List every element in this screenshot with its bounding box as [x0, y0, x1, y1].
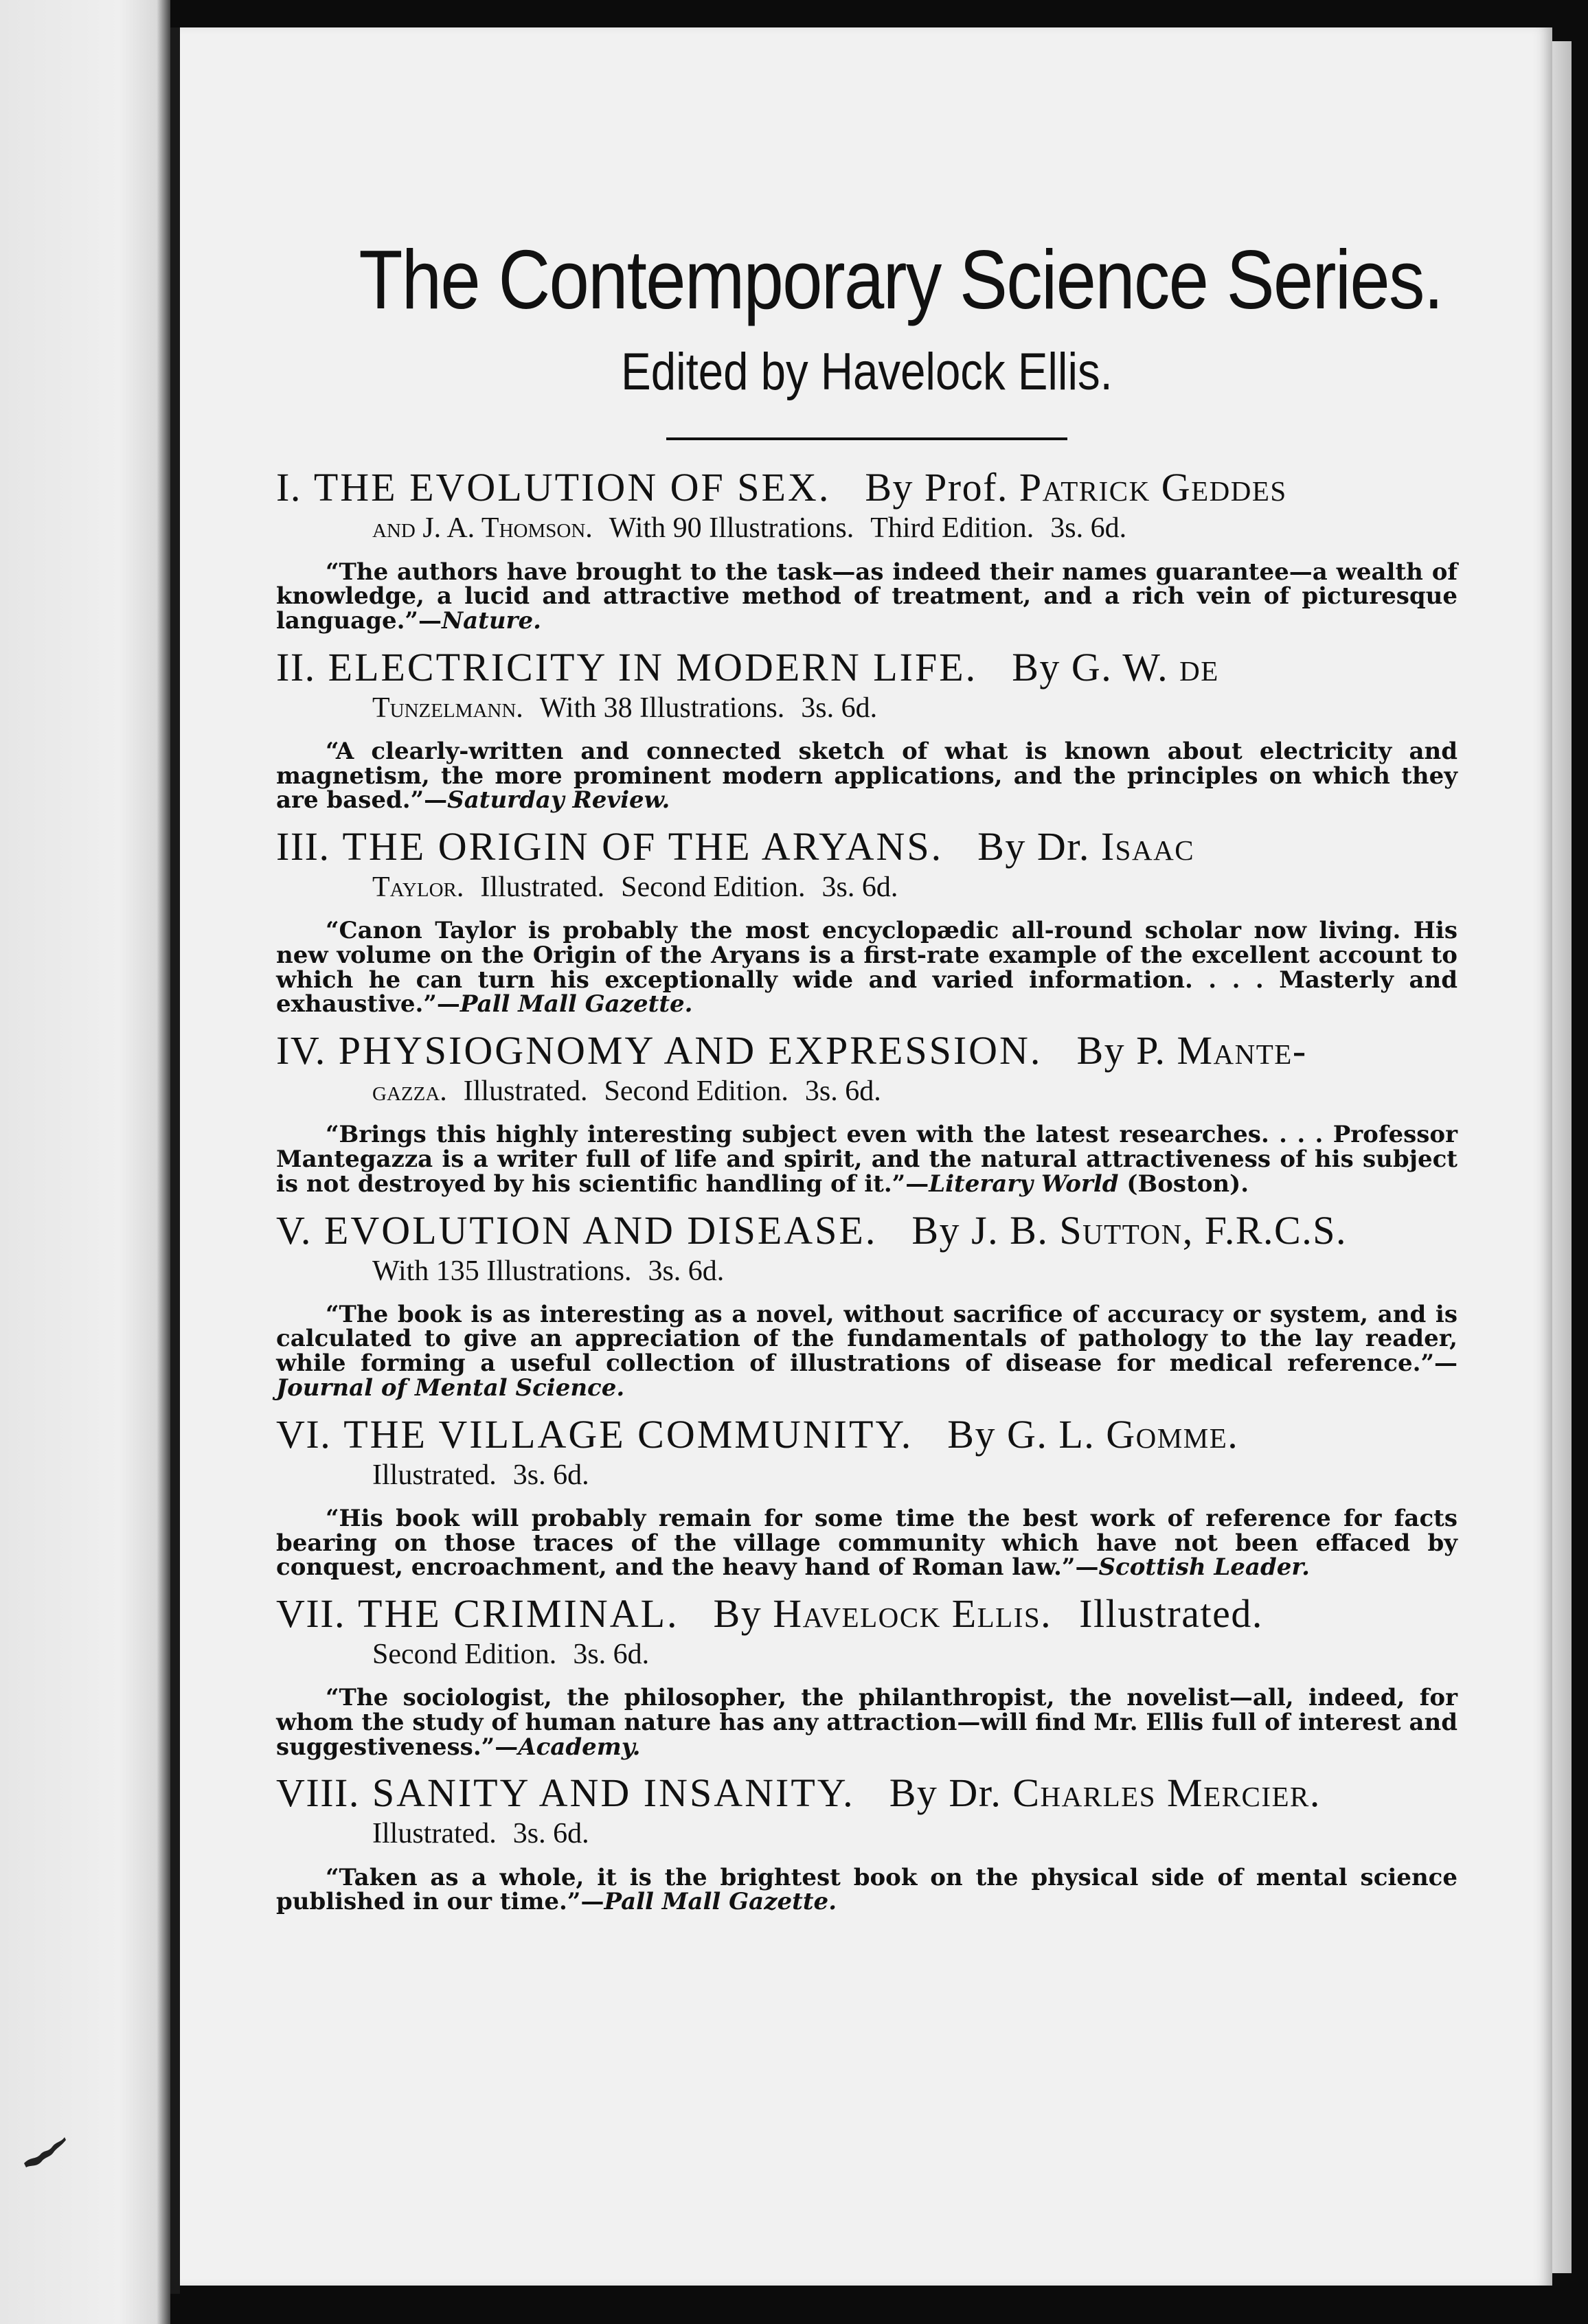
book-entry — [276, 644, 1457, 814]
book-detail: Illustrated. — [372, 1818, 497, 1850]
book-heading — [276, 1591, 1457, 1636]
review-source: Academy. — [518, 1733, 641, 1761]
book-details — [276, 1817, 1457, 1850]
book-details — [276, 1459, 1457, 1492]
by-prefix: By — [713, 1591, 762, 1636]
book-detail: With 38 Illustrations. — [539, 692, 785, 724]
book-author: Mante- — [1177, 1028, 1307, 1073]
book-author-continued: and J. A. Thomson. — [372, 512, 593, 545]
book-author: Patrick Geddes — [1019, 465, 1287, 510]
review-text: “The authors have brought to the task—as indeed their names guarantee—a wealth of knowledge, a lucid and attractive method of treatment, and a rich vein of picturesque language.”— — [276, 558, 1457, 635]
review-text: “His book will probably remain for some time the best work of reference for facts bearing on those traces of the village community which have not been effaced by conquest, encroachment, and the heavy hand of Roman law.”— — [276, 1504, 1457, 1582]
book-heading — [276, 1770, 1457, 1816]
review-quote — [276, 919, 1457, 1017]
book-details — [276, 692, 1457, 725]
right-page-edge — [1552, 41, 1572, 2273]
review-quote — [276, 740, 1457, 813]
book-title: SANITY AND INSANITY. — [372, 1770, 855, 1816]
by-prefix: By P. — [1076, 1028, 1166, 1073]
book-detail: 3s. 6d. — [573, 1638, 650, 1670]
review-text: “The sociologist, the philosopher, the philanthropist, the novelist—all, indeed, for whom the study of human nature has any attraction—will find Mr. Ellis full of interest and suggestiveness.”— — [276, 1684, 1457, 1761]
review-source: Scottish Leader. — [1098, 1553, 1310, 1582]
book-numeral: V. — [276, 1207, 312, 1253]
editor-line: Edited by Havelock Ellis. — [621, 343, 1113, 402]
by-prefix: By Prof. — [865, 465, 1008, 510]
book-detail: Illustrated. — [463, 1075, 588, 1108]
review-source: Saturday Review. — [447, 786, 670, 814]
review-text: “Brings this highly interesting subject even with the latest researches. . . . Professor Mantegazza is a writer full of life and spirit, and the natural attractiveness of his subject is not destroyed by his scientific handling of it.”— — [276, 1121, 1457, 1198]
book-detail: Illustrated. — [372, 1459, 497, 1491]
book-detail: Second Edition. — [621, 872, 806, 904]
ink-blot-mark — [21, 2129, 69, 2170]
by-prefix: By G. L. — [947, 1411, 1096, 1457]
by-prefix: By Dr. — [977, 824, 1090, 869]
book-title: THE EVOLUTION OF SEX. — [313, 465, 831, 510]
book-title: PHYSIOGNOMY AND EXPRESSION. — [338, 1028, 1043, 1073]
title-rule — [666, 437, 1067, 440]
book-detail: 3s. 6d. — [801, 692, 878, 724]
by-prefix: By G. W. — [1012, 644, 1169, 690]
book-numeral: VIII. — [276, 1770, 360, 1816]
book-detail: Illustrated. — [480, 872, 605, 904]
book-title: ELECTRICITY IN MODERN LIFE. — [328, 644, 978, 690]
review-quote — [276, 1300, 1457, 1402]
book-heading — [276, 644, 1457, 690]
book-numeral: IV. — [276, 1028, 326, 1073]
book-details — [276, 1075, 1457, 1108]
review-source: Pall Mall Gazette. — [604, 1888, 837, 1916]
book-detail: 3s. 6d. — [512, 1818, 589, 1850]
review-text: “Canon Taylor is probably the most encyclopædic all-round scholar now living. His new volume on the Origin of the Aryans is a first-rate example of the excellent account to which he can turn his exceptionally wide and varied information. . . . Masterly and exhaustive.”— — [276, 917, 1457, 1018]
book-detail: With 135 Illustrations. — [372, 1255, 632, 1287]
book-author: Charles Mercier. — [1012, 1770, 1321, 1816]
book-details — [276, 1255, 1457, 1288]
book-title: EVOLUTION AND DISEASE. — [324, 1207, 878, 1253]
page-content — [276, 233, 1457, 1915]
review-quote — [276, 1123, 1457, 1196]
book-entry — [276, 1770, 1457, 1916]
book-numeral: VII. — [276, 1591, 346, 1636]
book-author: de — [1179, 644, 1219, 690]
book-numeral: II. — [276, 644, 316, 690]
review-text: “The book is as interesting as a novel, without sacrifice of accuracy or system, and is calculated to give an appreciation of the fundamentals of pathology to the lay reader, while forming a useful collection of illustrations of disease for medical reference.”— — [276, 1300, 1457, 1378]
review-source: Pall Mall Gazette. — [460, 990, 693, 1018]
book-author-continued: Tunzelmann. — [372, 692, 523, 724]
book-details — [276, 512, 1457, 545]
book-heading — [276, 465, 1457, 510]
review-quote — [276, 1504, 1457, 1582]
review-text: “A clearly-written and connected sketch of what is known about electricity and magnetism, the more prominent modern applications, and the principles on which they are based.”— — [276, 738, 1457, 814]
book-author-continued: Taylor. — [372, 872, 464, 904]
book-detail: Second Edition. — [604, 1075, 789, 1108]
review-source: Journal of Mental Science. — [276, 1374, 625, 1402]
by-prefix: By Dr. — [889, 1770, 1002, 1816]
review-quote — [276, 1863, 1457, 1916]
review-quote — [276, 1686, 1457, 1759]
book-entry — [276, 1028, 1457, 1198]
book-details — [276, 1638, 1457, 1671]
book-detail: 3s. 6d. — [512, 1459, 589, 1491]
book-entry — [276, 824, 1457, 1018]
book-author: J. B. Sutton, F.R.C.S. — [971, 1207, 1347, 1253]
book-author: Isaac — [1100, 824, 1195, 869]
book-detail: 3s. 6d. — [1050, 512, 1127, 545]
book-title: THE CRIMINAL. — [358, 1591, 679, 1636]
book-title: THE VILLAGE COMMUNITY. — [343, 1411, 914, 1457]
advertisement-page — [180, 27, 1552, 2286]
book-spine — [170, 27, 180, 2294]
review-quote — [276, 560, 1457, 634]
book-detail: Second Edition. — [372, 1638, 557, 1670]
review-source: Literary World — [929, 1170, 1119, 1198]
book-detail: Third Edition. — [870, 512, 1034, 545]
book-author: Gomme. — [1106, 1411, 1239, 1457]
book-heading — [276, 1411, 1457, 1457]
by-prefix: By — [911, 1207, 961, 1253]
book-author: Havelock Ellis. — [773, 1591, 1052, 1636]
review-source: Nature. — [442, 607, 541, 635]
left-page-edge — [0, 0, 170, 2324]
book-list — [276, 465, 1457, 1916]
book-author-continued: gazza. — [372, 1075, 447, 1108]
book-entry — [276, 1207, 1457, 1402]
review-source-suffix: (Boston). — [1118, 1170, 1249, 1198]
book-detail: 3s. 6d. — [648, 1255, 725, 1287]
book-heading — [276, 1207, 1457, 1253]
book-detail: 3s. 6d. — [821, 872, 898, 904]
book-detail: 3s. 6d. — [804, 1075, 881, 1108]
book-title: THE ORIGIN OF THE ARYANS. — [342, 824, 944, 869]
heading-trailing-text: Illustrated. — [1079, 1591, 1263, 1636]
book-numeral: III. — [276, 824, 330, 869]
book-entry — [276, 1411, 1457, 1582]
book-heading — [276, 824, 1457, 869]
book-entry — [276, 465, 1457, 635]
book-detail: With 90 Illustrations. — [609, 512, 854, 545]
review-text: “Taken as a whole, it is the brightest book on the physical side of mental science published in our time.”— — [276, 1863, 1457, 1916]
book-numeral: VI. — [276, 1411, 332, 1457]
book-entry — [276, 1591, 1457, 1761]
book-details — [276, 871, 1457, 904]
book-numeral: I. — [276, 465, 302, 510]
book-heading — [276, 1028, 1457, 1073]
series-title: The Contemporary Science Series. — [359, 233, 1443, 326]
